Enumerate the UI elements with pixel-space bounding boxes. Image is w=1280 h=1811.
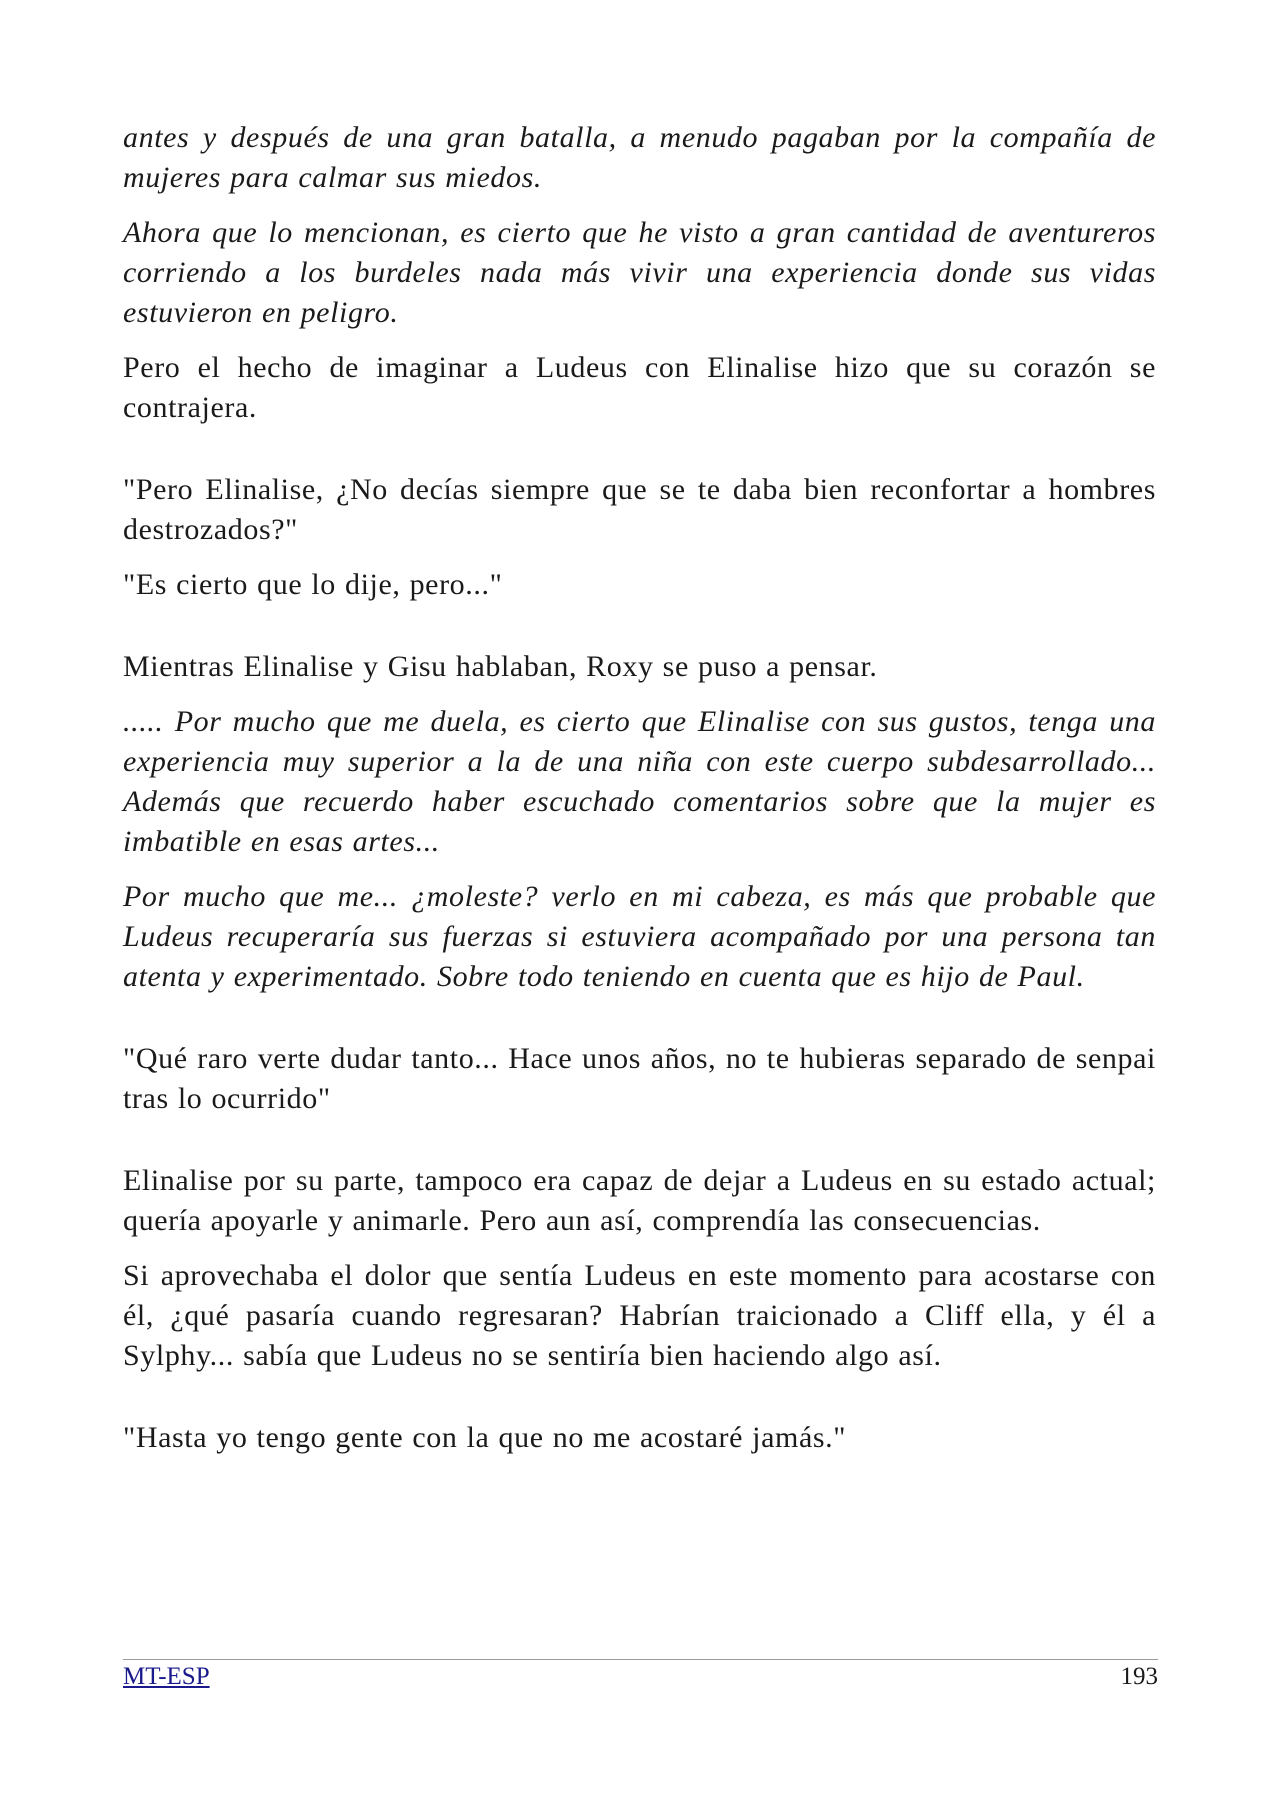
paragraph-9: "Qué raro verte dudar tanto... Hace unos años, no te hubieras separado de senpai tras lo ocurrido" <box>123 1042 1156 1115</box>
page-number: 193 <box>1120 1663 1158 1690</box>
paragraph-5: "Es cierto que lo dije, pero..." <box>123 568 503 601</box>
body-text <box>123 118 1156 1473</box>
paragraph-6: Mientras Elinalise y Gisu hablaban, Roxy se puso a pensar. <box>123 650 878 683</box>
paragraph-3: Pero el hecho de imaginar a Ludeus con Elinalise hizo que su corazón se contrajera. <box>123 351 1156 424</box>
paragraph-11: Si aprovechaba el dolor que sentía Ludeus en este momento para acostarse con él, ¿qué pasaría cuando regresaran? Habrían traicionado a Cliff ella, y él a Sylphy... sabía que Ludeus no se sentiría bien haciendo algo así. <box>123 1259 1156 1372</box>
paragraph-10: Elinalise por su parte, tampoco era capaz de dejar a Ludeus en su estado actual; quería apoyarle y animarle. Pero aun así, comprendía las consecuencias. <box>123 1164 1156 1237</box>
paragraph-4: "Pero Elinalise, ¿No decías siempre que se te daba bien reconfortar a hombres destrozados?" <box>123 473 1156 546</box>
paragraph-1: antes y después de una gran batalla, a menudo pagaban por la compañía de mujeres para calmar sus miedos. <box>123 121 1156 194</box>
paragraph-8: Por mucho que me... ¿moleste? verlo en mi cabeza, es más que probable que Ludeus recuperaría sus fuerzas si estuviera acompañado por una persona tan atenta y experimentado. Sobre todo teniendo en cuenta que es hijo de Paul. <box>123 880 1156 993</box>
footer-source-link[interactable]: MT-ESP <box>123 1663 210 1690</box>
paragraph-12: "Hasta yo tengo gente con la que no me acostaré jamás." <box>123 1421 847 1454</box>
paragraph-2: Ahora que lo mencionan, es cierto que he visto a gran cantidad de aventureros corriendo a los burdeles nada más vivir una experiencia donde sus vidas estuvieron en peligro. <box>123 216 1156 329</box>
paragraph-7: ..... Por mucho que me duela, es cierto que Elinalise con sus gustos, tenga una experiencia muy superior a la de una niña con este cuerpo subdesarrollado... Además que recuerdo haber escuchado comentarios sobre que la mujer es imbatible en esas artes... <box>123 705 1156 858</box>
footer-divider <box>123 1659 1158 1660</box>
